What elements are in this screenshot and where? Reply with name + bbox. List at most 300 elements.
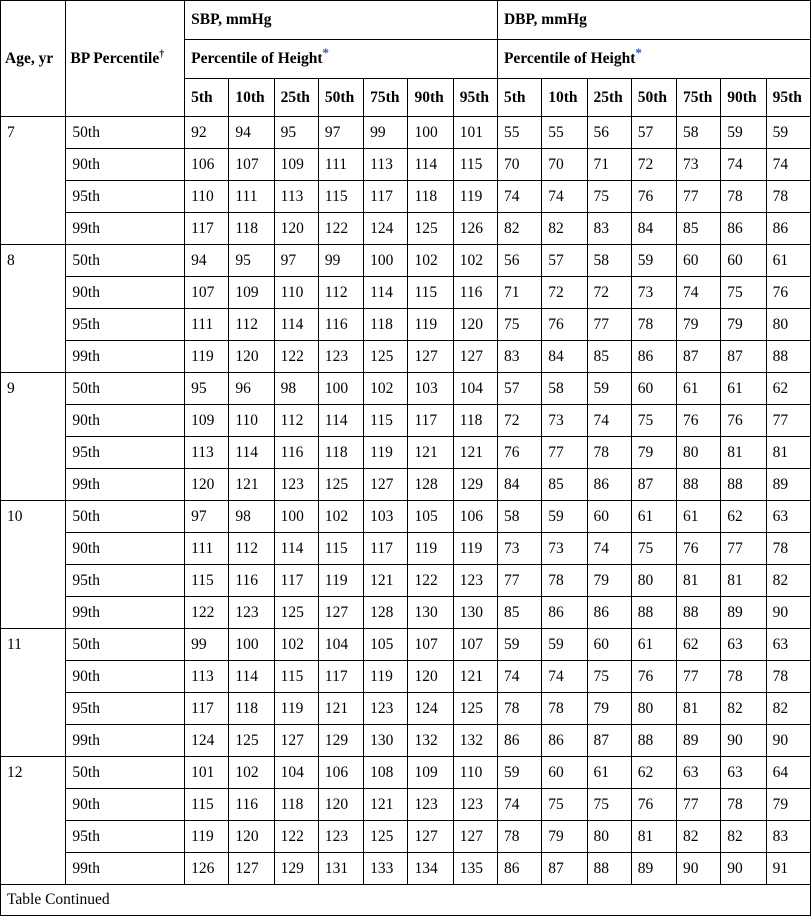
dbp-value-cell: 80 [587,821,631,853]
sbp-value-cell: 132 [453,725,497,757]
sbp-value-cell: 103 [408,373,453,405]
dbp-value-cell: 86 [587,469,631,501]
dbp-value-cell: 75 [542,789,587,821]
dbp-value-cell: 76 [631,661,676,693]
sbp-value-cell: 119 [453,533,497,565]
sbp-value-cell: 130 [408,597,453,629]
age-cell [1,597,66,629]
dbp-value-cell: 62 [631,757,676,789]
bp-percentile-cell: 99th [66,213,185,245]
dbp-value-cell: 89 [677,725,721,757]
sbp-value-cell: 120 [185,469,229,501]
dbp-value-cell: 83 [766,821,810,853]
dbp-value-cell: 62 [677,629,721,661]
age-cell: 9 [1,373,66,405]
dbp-value-cell: 84 [631,213,676,245]
sbp-value-cell: 121 [453,437,497,469]
dbp-value-cell: 88 [677,469,721,501]
sbp-value-cell: 127 [274,725,318,757]
sbp-value-cell: 124 [408,693,453,725]
dbp-value-cell: 90 [677,853,721,885]
dbp-value-cell: 76 [721,405,766,437]
sbp-value-cell: 122 [274,341,318,373]
sbp-value-cell: 95 [229,245,274,277]
sbp-value-cell: 129 [318,725,363,757]
sbp-value-cell: 94 [229,117,274,149]
dbp-value-cell: 84 [497,469,541,501]
dbp-value-cell: 89 [631,853,676,885]
sbp-value-cell: 118 [274,789,318,821]
dbp-value-cell: 75 [497,309,541,341]
dbp-value-cell: 75 [631,533,676,565]
sbp-value-cell: 107 [408,629,453,661]
dbp-height-header [497,40,810,79]
sbp-value-cell: 120 [274,213,318,245]
sbp-value-cell: 111 [318,149,363,181]
dbp-value-cell: 81 [677,565,721,597]
dbp-value-cell: 89 [766,469,810,501]
sbp-value-cell: 119 [274,693,318,725]
sbp-value-cell: 127 [364,469,408,501]
sbp-value-cell: 114 [408,149,453,181]
sbp-value-cell: 124 [364,213,408,245]
dbp-value-cell: 78 [542,565,587,597]
dbp-percentile-header: 75th [677,79,721,117]
dbp-value-cell: 79 [587,565,631,597]
dbp-value-cell: 77 [497,565,541,597]
dbp-percentile-header: 90th [721,79,766,117]
dbp-value-cell: 90 [766,597,810,629]
sbp-value-cell: 111 [229,181,274,213]
table-row [1,117,811,149]
dbp-value-cell: 74 [542,661,587,693]
dbp-value-cell: 59 [631,245,676,277]
sbp-value-cell: 116 [274,437,318,469]
dbp-value-cell: 88 [721,469,766,501]
sbp-value-cell: 113 [185,661,229,693]
dbp-value-cell: 79 [766,789,810,821]
dbp-value-cell: 76 [677,533,721,565]
dbp-value-cell: 87 [721,341,766,373]
sbp-value-cell: 128 [364,597,408,629]
table-row [1,693,811,725]
bp-percentile-cell: 50th [66,373,185,405]
table-row [1,821,811,853]
sbp-value-cell: 102 [364,373,408,405]
sbp-value-cell: 102 [453,245,497,277]
height-label: Percentile of Height [191,50,323,67]
sbp-value-cell: 125 [229,725,274,757]
dbp-value-cell: 76 [766,277,810,309]
age-cell [1,277,66,309]
sbp-height-header [185,40,498,79]
sbp-value-cell: 110 [453,757,497,789]
dbp-value-cell: 82 [542,213,587,245]
sbp-value-cell: 123 [453,565,497,597]
dbp-value-cell: 79 [677,309,721,341]
table-row [1,501,811,533]
dbp-value-cell: 86 [497,853,541,885]
dbp-value-cell: 59 [766,117,810,149]
dbp-percentile-header: 10th [542,79,587,117]
bp-percentile-cell: 90th [66,533,185,565]
dbp-value-cell: 63 [766,629,810,661]
dagger-footnote-mark: † [159,48,165,60]
sbp-value-cell: 121 [229,469,274,501]
dbp-value-cell: 90 [721,853,766,885]
bp-percentile-cell: 95th [66,821,185,853]
dbp-value-cell: 86 [542,597,587,629]
bp-percentile-cell: 95th [66,693,185,725]
dbp-value-cell: 88 [587,853,631,885]
sbp-value-cell: 120 [229,341,274,373]
dbp-value-cell: 70 [497,149,541,181]
dbp-value-cell: 75 [587,661,631,693]
dbp-value-cell: 82 [497,213,541,245]
bp-percentile-cell: 90th [66,405,185,437]
dbp-value-cell: 74 [766,149,810,181]
dbp-value-cell: 72 [587,277,631,309]
bp-percentile-cell: 50th [66,501,185,533]
dbp-value-cell: 60 [721,245,766,277]
sbp-percentile-header: 75th [364,79,408,117]
dbp-value-cell: 87 [587,725,631,757]
dbp-value-cell: 74 [542,181,587,213]
table-row [1,565,811,597]
sbp-value-cell: 122 [318,213,363,245]
dbp-value-cell: 78 [766,661,810,693]
table-row [1,245,811,277]
sbp-value-cell: 121 [408,437,453,469]
dbp-value-cell: 62 [721,501,766,533]
age-cell [1,725,66,757]
dbp-value-cell: 57 [631,117,676,149]
sbp-value-cell: 118 [408,181,453,213]
sbp-value-cell: 115 [318,533,363,565]
dbp-value-cell: 77 [587,309,631,341]
bp-percentile-cell: 99th [66,853,185,885]
sbp-value-cell: 110 [185,181,229,213]
sbp-value-cell: 126 [453,213,497,245]
age-cell [1,213,66,245]
dbp-value-cell: 77 [721,533,766,565]
bp-percentile-cell: 50th [66,757,185,789]
sbp-value-cell: 118 [229,213,274,245]
age-cell [1,789,66,821]
dbp-value-cell: 81 [721,565,766,597]
dbp-value-cell: 78 [497,693,541,725]
sbp-value-cell: 115 [318,181,363,213]
dbp-value-cell: 90 [766,725,810,757]
dbp-value-cell: 61 [677,373,721,405]
sbp-value-cell: 115 [364,405,408,437]
sbp-value-cell: 115 [185,789,229,821]
sbp-value-cell: 127 [229,853,274,885]
dbp-value-cell: 71 [587,149,631,181]
table-row [1,213,811,245]
dbp-value-cell: 76 [677,405,721,437]
sbp-value-cell: 115 [185,565,229,597]
age-cell: 11 [1,629,66,661]
sbp-value-cell: 104 [453,373,497,405]
dbp-value-cell: 56 [587,117,631,149]
sbp-value-cell: 112 [229,533,274,565]
dbp-value-cell: 87 [542,853,587,885]
sbp-value-cell: 119 [185,341,229,373]
sbp-value-cell: 120 [318,789,363,821]
dbp-value-cell: 74 [497,661,541,693]
dbp-value-cell: 77 [677,789,721,821]
age-cell [1,181,66,213]
sbp-value-cell: 102 [274,629,318,661]
dbp-value-cell: 85 [677,213,721,245]
dbp-value-cell: 74 [677,277,721,309]
dbp-value-cell: 89 [721,597,766,629]
bp-percentile-cell: 90th [66,149,185,181]
dbp-value-cell: 77 [677,181,721,213]
dbp-value-cell: 86 [587,597,631,629]
sbp-value-cell: 114 [229,437,274,469]
sbp-value-cell: 114 [364,277,408,309]
dbp-value-cell: 81 [631,821,676,853]
age-cell: 7 [1,117,66,149]
sbp-value-cell: 106 [453,501,497,533]
dbp-value-cell: 78 [721,661,766,693]
sbp-value-cell: 120 [408,661,453,693]
sbp-value-cell: 120 [453,309,497,341]
dbp-value-cell: 63 [721,757,766,789]
sbp-value-cell: 119 [364,661,408,693]
dbp-value-cell: 78 [766,533,810,565]
bp-percentile-cell: 99th [66,597,185,629]
dbp-value-cell: 57 [542,245,587,277]
age-cell [1,341,66,373]
dbp-value-cell: 74 [721,149,766,181]
sbp-value-cell: 125 [453,693,497,725]
table-row [1,181,811,213]
sbp-value-cell: 116 [229,565,274,597]
sbp-value-cell: 113 [364,149,408,181]
bp-percentile-cell: 99th [66,725,185,757]
dbp-value-cell: 76 [542,309,587,341]
sbp-value-cell: 118 [318,437,363,469]
bp-percentile-cell: 99th [66,469,185,501]
sbp-value-cell: 101 [453,117,497,149]
dbp-value-cell: 78 [497,821,541,853]
dbp-value-cell: 86 [497,725,541,757]
dbp-value-cell: 78 [721,181,766,213]
sbp-value-cell: 114 [274,533,318,565]
dbp-value-cell: 80 [631,693,676,725]
sbp-value-cell: 97 [318,117,363,149]
sbp-value-cell: 109 [185,405,229,437]
dbp-value-cell: 72 [631,149,676,181]
table-row [1,757,811,789]
sbp-value-cell: 92 [185,117,229,149]
dbp-value-cell: 61 [631,501,676,533]
sbp-value-cell: 96 [229,373,274,405]
sbp-value-cell: 129 [274,853,318,885]
sbp-value-cell: 99 [185,629,229,661]
table-continued-note: Table Continued [1,885,811,916]
dbp-value-cell: 80 [677,437,721,469]
sbp-value-cell: 104 [318,629,363,661]
dbp-value-cell: 59 [542,501,587,533]
sbp-value-cell: 109 [229,277,274,309]
sbp-value-cell: 125 [364,341,408,373]
dbp-value-cell: 78 [721,789,766,821]
dbp-value-cell: 61 [587,757,631,789]
dbp-value-cell: 81 [721,437,766,469]
bp-percentile-cell: 90th [66,661,185,693]
sbp-value-cell: 119 [408,533,453,565]
sbp-value-cell: 119 [364,437,408,469]
dbp-value-cell: 79 [721,309,766,341]
age-cell [1,533,66,565]
dbp-value-cell: 79 [631,437,676,469]
dbp-value-cell: 73 [542,405,587,437]
sbp-value-cell: 123 [408,789,453,821]
sbp-value-cell: 125 [274,597,318,629]
dbp-value-cell: 76 [497,437,541,469]
dbp-value-cell: 85 [587,341,631,373]
sbp-value-cell: 116 [453,277,497,309]
dbp-value-cell: 79 [587,693,631,725]
dbp-percentile-header: 50th [631,79,676,117]
dbp-value-cell: 86 [542,725,587,757]
dbp-value-cell: 71 [497,277,541,309]
sbp-value-cell: 106 [318,757,363,789]
dbp-value-cell: 80 [631,565,676,597]
dbp-value-cell: 61 [631,629,676,661]
sbp-value-cell: 132 [408,725,453,757]
sbp-value-cell: 102 [318,501,363,533]
sbp-value-cell: 131 [318,853,363,885]
sbp-percentile-header: 25th [274,79,318,117]
sbp-value-cell: 127 [408,821,453,853]
sbp-value-cell: 116 [318,309,363,341]
dbp-value-cell: 64 [766,757,810,789]
dbp-value-cell: 62 [766,373,810,405]
age-cell: 8 [1,245,66,277]
dbp-value-cell: 58 [677,117,721,149]
sbp-value-cell: 118 [229,693,274,725]
age-cell [1,821,66,853]
sbp-value-cell: 113 [274,181,318,213]
sbp-value-cell: 121 [453,661,497,693]
sbp-value-cell: 123 [229,597,274,629]
dbp-value-cell: 85 [497,597,541,629]
bp-percentile-header [66,1,185,117]
dbp-value-cell: 73 [677,149,721,181]
dbp-header: DBP, mmHg [497,1,810,40]
sbp-value-cell: 130 [453,597,497,629]
bp-percentile-cell: 95th [66,565,185,597]
sbp-value-cell: 99 [364,117,408,149]
table-row [1,629,811,661]
dbp-percentile-header: 95th [766,79,810,117]
table-row [1,277,811,309]
sbp-percentile-header: 5th [185,79,229,117]
bp-percentile-label: BP Percentile [70,49,160,67]
sbp-value-cell: 125 [318,469,363,501]
dbp-value-cell: 59 [721,117,766,149]
sbp-value-cell: 102 [408,245,453,277]
sbp-value-cell: 98 [274,373,318,405]
sbp-percentile-header: 10th [229,79,274,117]
sbp-percentile-header: 90th [408,79,453,117]
dbp-value-cell: 75 [631,405,676,437]
sbp-value-cell: 107 [185,277,229,309]
dbp-value-cell: 78 [542,693,587,725]
dbp-value-cell: 59 [542,629,587,661]
age-cell [1,693,66,725]
dbp-value-cell: 83 [587,213,631,245]
dbp-value-cell: 81 [766,437,810,469]
dbp-value-cell: 60 [587,629,631,661]
bp-percentile-cell: 99th [66,341,185,373]
dbp-value-cell: 72 [542,277,587,309]
dbp-value-cell: 58 [497,501,541,533]
sbp-value-cell: 129 [453,469,497,501]
sbp-value-cell: 111 [185,533,229,565]
sbp-value-cell: 94 [185,245,229,277]
sbp-percentile-header: 95th [453,79,497,117]
sbp-value-cell: 104 [274,757,318,789]
sbp-value-cell: 101 [185,757,229,789]
sbp-value-cell: 107 [453,629,497,661]
sbp-value-cell: 116 [229,789,274,821]
sbp-value-cell: 114 [318,405,363,437]
dbp-value-cell: 57 [497,373,541,405]
table-row [1,661,811,693]
sbp-value-cell: 117 [185,213,229,245]
dbp-value-cell: 86 [766,213,810,245]
bp-percentile-cell: 90th [66,789,185,821]
dbp-value-cell: 88 [631,725,676,757]
table-row [1,149,811,181]
sbp-value-cell: 112 [318,277,363,309]
dbp-value-cell: 60 [542,757,587,789]
sbp-value-cell: 124 [185,725,229,757]
sbp-value-cell: 106 [185,149,229,181]
dbp-value-cell: 90 [721,725,766,757]
dbp-value-cell: 78 [587,437,631,469]
sbp-value-cell: 100 [229,629,274,661]
age-cell: 12 [1,757,66,789]
sbp-value-cell: 120 [229,821,274,853]
sbp-value-cell: 135 [453,853,497,885]
sbp-value-cell: 100 [318,373,363,405]
dbp-value-cell: 85 [542,469,587,501]
sbp-value-cell: 110 [274,277,318,309]
table-row [1,533,811,565]
dbp-value-cell: 74 [587,533,631,565]
age-cell [1,565,66,597]
sbp-value-cell: 109 [408,757,453,789]
sbp-value-cell: 123 [318,341,363,373]
dbp-value-cell: 75 [721,277,766,309]
dbp-value-cell: 63 [677,757,721,789]
age-cell [1,661,66,693]
bp-percentile-cell: 95th [66,437,185,469]
sbp-percentile-header: 50th [318,79,363,117]
sbp-value-cell: 134 [408,853,453,885]
sbp-value-cell: 115 [274,661,318,693]
sbp-value-cell: 125 [408,213,453,245]
sbp-value-cell: 127 [318,597,363,629]
asterisk-footnote-mark: * [635,44,642,60]
